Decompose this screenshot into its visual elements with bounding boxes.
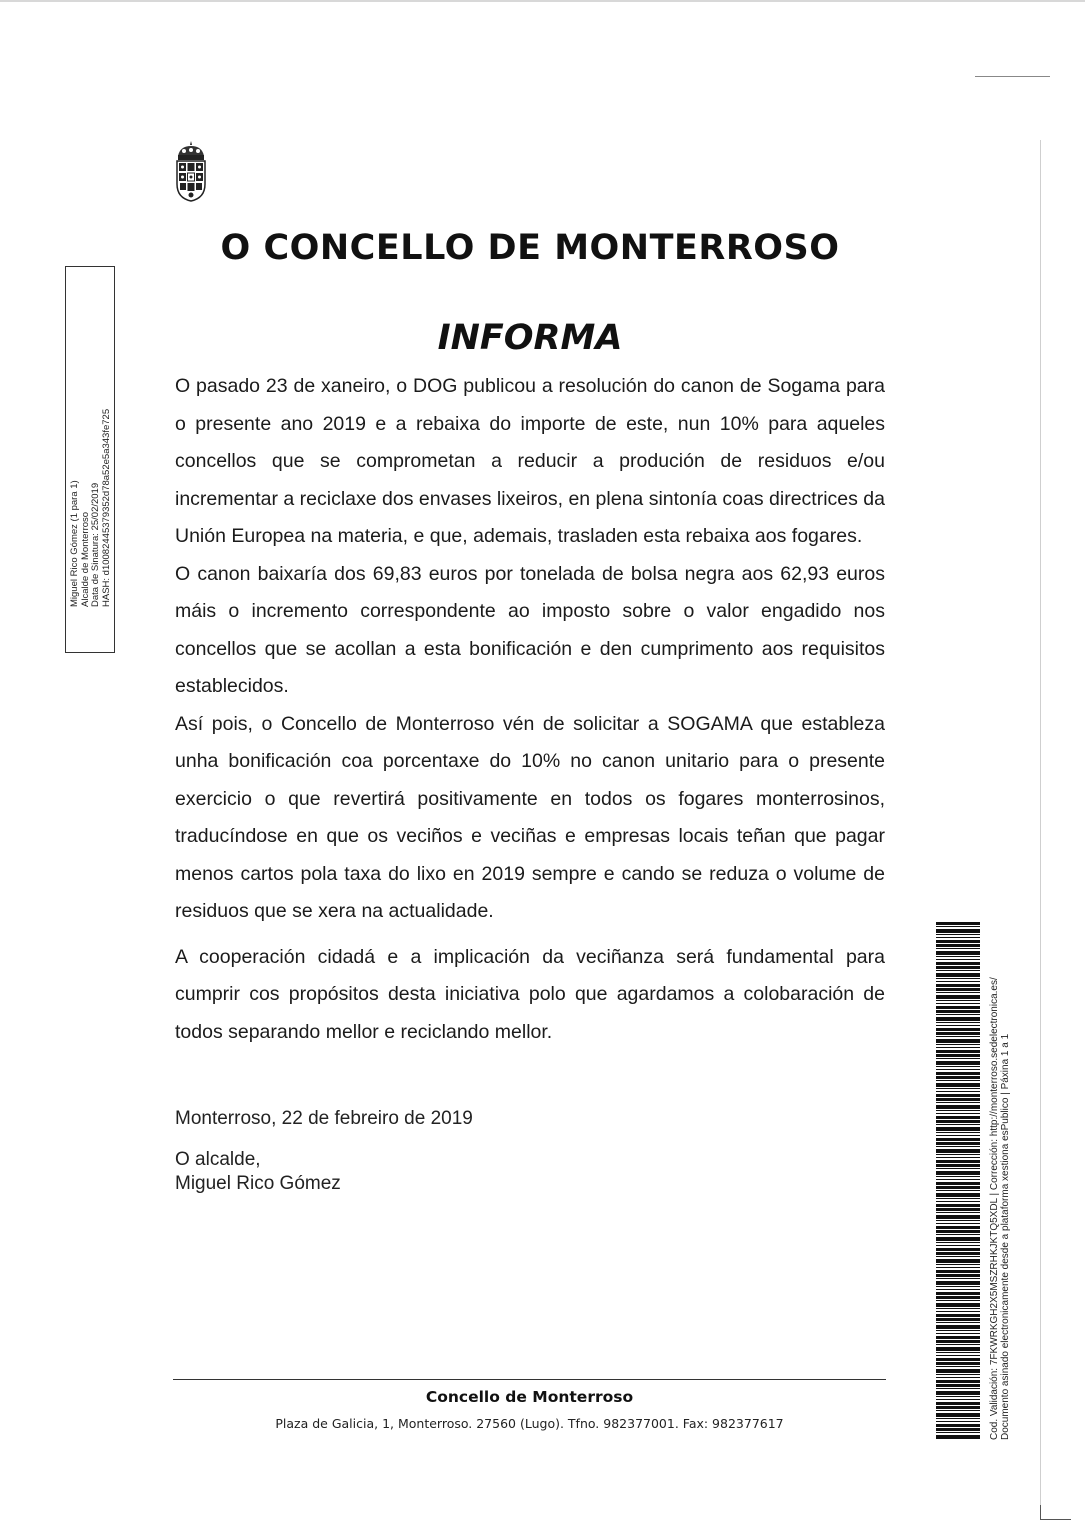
signer-name: Miguel Rico Gómez (1 para 1) bbox=[69, 480, 80, 607]
paragraph-4: A cooperación cidadá e a implicación da veciñanza será fundamental para cumprir cos propósitos desta iniciativa polo que agardamos a colobaración de todos separando mellor e reciclando mellor. bbox=[175, 945, 885, 1043]
scan-mark-corner bbox=[975, 76, 1050, 77]
signature-name: Miguel Rico Gómez bbox=[175, 1173, 341, 1194]
barcode-icon bbox=[936, 922, 980, 1440]
signature-role: O alcalde, bbox=[175, 1149, 261, 1170]
page-subtitle: INFORMA bbox=[437, 318, 623, 358]
electronic-signature-text bbox=[70, 247, 112, 607]
paragraph-1: O pasado 23 de xaneiro, o DOG publicou a resolución do canon de Sogama para o presente ano 2019 e a rebaixa do importe de este, nun 10% para aqueles concellos que se comprometan a reducir a produción de residuos e/ou incrementar a reciclaxe dos envases lixeiros, en plena sintonía coas directrices da Unión Europea na materia, e que, ademais, trasladen esta rebaixa aos fogares. bbox=[175, 375, 885, 547]
validation-code: Cod. Validación: 7FKWRKGH2X5MSZRHKJKTQ5XDL | Corrección: http://monterroso.sedelectronica.es/ bbox=[989, 977, 1000, 1440]
footer-address: Plaza de Galicia, 1, Monterroso. 27560 (Lugo). Tfno. 982377001. Fax: 982377617 bbox=[275, 1416, 784, 1431]
signature-date-stamp: Data de Sinatura: 25/02/2019 bbox=[90, 482, 101, 607]
validation-platform: Documento asinado electronicamente desde a plataforma xestiona esPublico | Páxina 1 a 1 bbox=[1000, 1033, 1011, 1440]
validation-text bbox=[989, 920, 1011, 1440]
signature-block bbox=[175, 1108, 473, 1196]
signer-role: Alcalde de Monterroso bbox=[79, 511, 91, 607]
page-title: O CONCELLO DE MONTERROSO bbox=[220, 228, 840, 268]
paragraph-2: O canon baixaría dos 69,83 euros por tonelada de bolsa negra aos 62,93 euros máis o incremento correspondente ao imposto sobre o valor engadido nos concellos que se acollan a esta bonificación e den cumprimento aos requisitos establecidos. bbox=[175, 562, 885, 697]
paragraph-3: Así pois, o Concello de Monterroso vén de solicitar a SOGAMA que estableza unha bonificación coa porcentaxe do 10% no canon unitario para o presente exercicio o que revertirá positivamente en todos os fogares monterrosinos, traducíndose en que os veciños e veciñas e empresas locais teñan que pagar menos cartos pola taxa do lixo en 2019 sempre e cando se reduza o volume de residuos que se xera na actualidade. bbox=[175, 712, 885, 922]
footer-org-name: Concello de Monterroso bbox=[425, 1388, 634, 1406]
signature-hash: HASH: d10082445379352d78a52e5a343fe725 bbox=[100, 408, 112, 607]
body-text bbox=[175, 368, 885, 1051]
coat-of-arms-icon bbox=[174, 140, 208, 202]
footer-divider bbox=[173, 1379, 886, 1380]
scan-edge-top bbox=[0, 0, 1085, 2]
scan-mark-bottom bbox=[1040, 1505, 1071, 1520]
electronic-signature-box bbox=[65, 266, 115, 653]
scan-edge-right bbox=[1040, 140, 1041, 1520]
signature-date: Monterroso, 22 de febreiro de 2019 bbox=[175, 1108, 473, 1129]
